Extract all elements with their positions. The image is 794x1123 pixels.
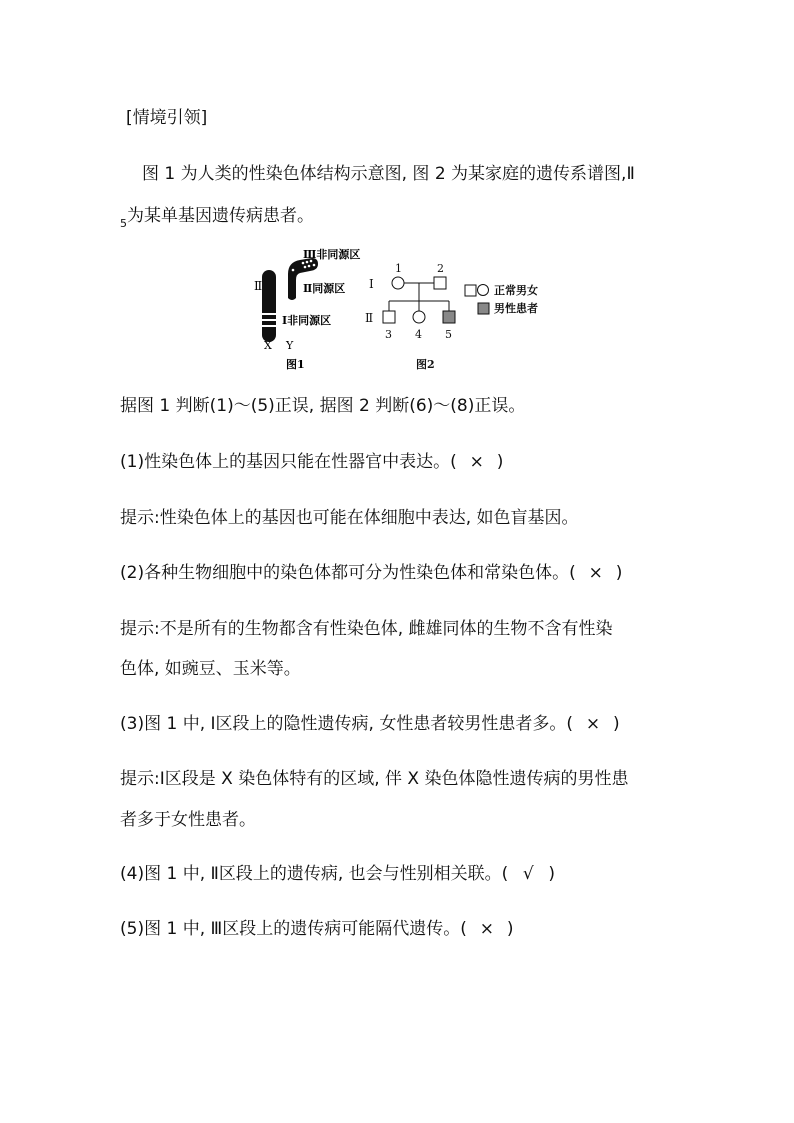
fig1-label-ii-left: Ⅱ xyxy=(254,279,263,293)
question-4-close: ) xyxy=(548,864,555,884)
fig1-label-x: X xyxy=(264,339,272,352)
question-5-close: ) xyxy=(506,919,514,939)
fig1-label-iii: Ⅲ非同源区 xyxy=(303,248,361,261)
individual-3-male xyxy=(383,311,395,323)
question-2 xyxy=(120,561,622,585)
fig1-label-i: Ⅰ非同源区 xyxy=(282,314,332,327)
individual-4-number: 4 xyxy=(415,328,422,341)
fig1-label-ii: Ⅱ同源区 xyxy=(303,282,346,295)
individual-3-number: 3 xyxy=(385,328,392,341)
hint-1: 提示:性染色体上的基因也可能在体细胞中表达, 如色盲基因。 xyxy=(120,508,579,528)
question-1 xyxy=(120,450,503,474)
question-3-close: ) xyxy=(612,714,620,734)
hint-2-line-1: 提示:不是所有的生物都含有性染色体, 雌雄同体的生物不含有性染 xyxy=(120,619,613,639)
hint-3-line-2: 者多于女性患者。 xyxy=(120,810,256,830)
legend-patient-label: 男性患者 xyxy=(494,302,538,315)
legend-normal-female-symbol xyxy=(478,285,489,296)
legend-normal-label: 正常男女 xyxy=(494,284,538,297)
answer-mark-1: × xyxy=(469,452,484,472)
x-band-3 xyxy=(262,325,276,327)
question-1-close: ) xyxy=(496,452,504,472)
hint-3-line-1: 提示:Ⅰ区段是 X 染色体特有的区域, 伴 X 染色体隐性遗传病的男性患 xyxy=(120,769,629,789)
answer-mark-4: √ xyxy=(522,864,534,884)
question-4-text: (4)图 1 中, Ⅱ区段上的遗传病, 也会与性别相关联。( xyxy=(120,864,509,884)
question-2-text: (2)各种生物细胞中的染色体都可分为性染色体和常染色体。( xyxy=(120,563,576,583)
individual-5-number: 5 xyxy=(445,328,452,341)
question-5-text: (5)图 1 中, Ⅲ区段上的遗传病可能隔代遗传。( xyxy=(120,919,467,939)
judge-intro: 据图 1 判断(1)～(5)正误, 据图 2 判断(6)～(8)正误。 xyxy=(120,396,526,416)
answer-mark-5: × xyxy=(479,919,494,939)
question-2-close: ) xyxy=(615,563,623,583)
hint-2-line-2: 色体, 如豌豆、玉米等。 xyxy=(120,659,301,679)
intro-line-2 xyxy=(120,204,314,230)
question-4 xyxy=(120,862,555,886)
question-3 xyxy=(120,712,620,736)
fig1-caption: 图1 xyxy=(286,358,305,371)
question-3-text: (3)图 1 中, Ⅰ区段上的隐性遗传病, 女性患者较男性患者多。( xyxy=(120,714,573,734)
individual-2-number: 2 xyxy=(437,262,444,275)
intro-text-2: 为某单基因遗传病患者。 xyxy=(127,206,314,226)
individual-4-female xyxy=(413,311,425,323)
x-chromosome-body xyxy=(262,270,276,342)
answer-mark-2: × xyxy=(588,563,603,583)
figure-2-pedigree xyxy=(365,262,538,371)
individual-5-affected-male xyxy=(443,311,455,323)
section-title: [情境引领] xyxy=(126,108,208,128)
gen-ii-label: Ⅱ xyxy=(365,311,374,325)
question-1-text: (1)性染色体上的基因只能在性器官中表达。( xyxy=(120,452,457,472)
intro-line-1 xyxy=(142,162,635,186)
gen-i-label: Ⅰ xyxy=(369,277,374,291)
individual-1-female xyxy=(392,277,404,289)
legend-normal-male-symbol xyxy=(465,285,476,296)
individual-1-number: 1 xyxy=(395,262,402,275)
figure-1 xyxy=(254,247,360,371)
intro-text: 图 1 为人类的性染色体结构示意图, 图 2 为某家庭的遗传系谱图,Ⅱ xyxy=(142,164,635,184)
x-band-1 xyxy=(262,313,276,315)
x-chromosome xyxy=(262,270,276,342)
intro-subscript: 5 xyxy=(120,217,127,230)
individual-2-male xyxy=(434,277,446,289)
question-5 xyxy=(120,917,514,941)
fig1-label-y: Y xyxy=(286,339,294,352)
answer-mark-3: × xyxy=(585,714,601,734)
x-band-2 xyxy=(262,319,276,321)
legend-patient-symbol xyxy=(478,303,489,314)
fig2-caption: 图2 xyxy=(416,358,435,371)
chromosome-pedigree-figure xyxy=(246,246,566,374)
